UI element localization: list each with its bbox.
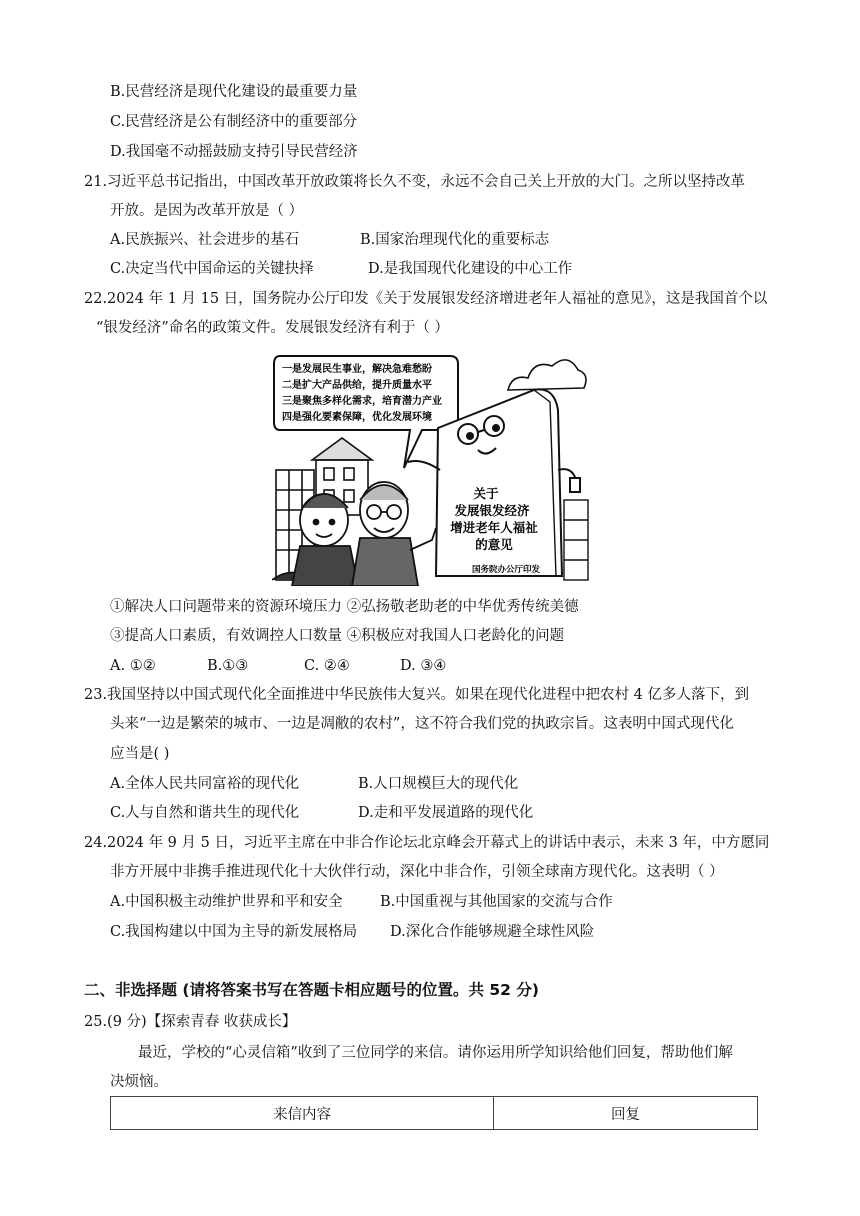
q24-stem-line2: 非方开展中非携手推进现代化十大伙伴行动，深化中非合作，引领全球南方现代化。这表明（ ）: [110, 864, 724, 880]
reply-table: [110, 1096, 758, 1130]
q23-option-c: C.人与自然和谐共生的现代化: [110, 805, 300, 821]
option-d: D.我国毫不动摇鼓励支持引导民营经济: [110, 144, 358, 160]
q22-statements-line2: ③提高人口素质，有效调控人口数量 ④积极应对我国人口老龄化的问题: [110, 628, 565, 644]
doc-title-line-3: 增进老年人福祉: [450, 520, 538, 535]
q22-stem-line1: 22.2024 年 1 月 15 日，国务院办公厅印发《关于发展银发经济增进老年人福祉的意见》，这是我国首个以: [84, 291, 768, 307]
q24-option-d: D.深化合作能够规避全球性风险: [390, 924, 595, 940]
bubble-line-1: 一是发展民生事业，解决急难愁盼: [282, 364, 432, 375]
q25-title: 25.(9 分)【探索青春 收获成长】: [84, 1014, 297, 1030]
q25-body-line2: 决烦恼。: [110, 1074, 168, 1090]
doc-title-line-4: 的意见: [475, 537, 513, 552]
silver-economy-cartoon: [272, 350, 590, 586]
q22-statements-line1: ①解决人口问题带来的资源环境压力 ②弘扬敬老助老的中华优秀传统美德: [110, 599, 579, 615]
q23-stem-line3: 应当是( ): [110, 746, 170, 762]
q22-option-a: A. ①②: [110, 658, 156, 674]
q22-option-b: B.①③: [207, 658, 249, 674]
option-c: C.民营经济是公有制经济中的重要部分: [110, 114, 358, 130]
q23-option-a: A.全体人民共同富裕的现代化: [110, 776, 300, 792]
doc-title-line-2: 发展银发经济: [454, 503, 530, 518]
bubble-line-2: 二是扩大产品供给，提升质量水平: [282, 380, 432, 391]
doc-issuer: 国务院办公厅印发: [471, 565, 541, 575]
q24-stem-line1: 24.2024 年 9 月 5 日，习近平主席在中非合作论坛北京峰会开幕式上的讲话中表示，未来 3 年，中方愿同: [84, 835, 770, 851]
section-heading: 二、非选择题 (请将答案书写在答题卡相应题号的位置。共 52 分): [84, 981, 539, 999]
q21-stem-line2: 开放。是因为改革开放是（ ）: [110, 203, 304, 219]
doc-title-line-1: 关于: [473, 486, 499, 501]
q24-option-a: A.中国积极主动维护世界和平和安全: [110, 894, 343, 910]
q25-body-line1: 最近，学校的“心灵信箱”收到了三位同学的来信。请你运用所学知识给他们回复，帮助他们解: [138, 1045, 733, 1061]
q21-option-c: C.决定当代中国命运的关键抉择: [110, 261, 314, 277]
q23-stem-line1: 23.我国坚持以中国式现代化全面推进中华民族伟大复兴。如果在现代化进程中把农村 4 亿多人落下，到: [84, 687, 749, 703]
q21-option-a: A.民族振兴、社会进步的基石: [110, 232, 300, 248]
option-b: B.民营经济是现代化建设的最重要力量: [110, 84, 358, 100]
q23-stem-line2: 头来“一边是繁荣的城市、一边是凋敝的农村”，这不符合我们党的执政宗旨。这表明中国式现代化: [110, 716, 734, 732]
q23-option-d: D.走和平发展道路的现代化: [358, 805, 534, 821]
speech-bubble: [274, 356, 458, 468]
q24-option-b: B.中国重视与其他国家的交流与合作: [380, 894, 613, 910]
table-header-reply: 回复: [494, 1097, 758, 1130]
q22-option-d: D. ③④: [400, 658, 447, 674]
table-header-letter: 来信内容: [111, 1097, 494, 1130]
bubble-line-3: 三是聚焦多样化需求，培育潜力产业: [282, 396, 442, 407]
q22-option-c: C. ②④: [304, 658, 350, 674]
q21-stem-line1: 21.习近平总书记指出，中国改革开放政策将长久不变，永远不会自己关上开放的大门。之所以坚持改革: [84, 174, 746, 190]
q24-option-c: C.我国构建以中国为主导的新发展格局: [110, 924, 358, 940]
q21-option-d: D.是我国现代化建设的中心工作: [368, 261, 573, 277]
q22-stem-line2: “银发经济”命名的政策文件。发展银发经济有利于（ ）: [96, 320, 449, 336]
q23-option-b: B.人口规模巨大的现代化: [358, 776, 519, 792]
bubble-line-4: 四是强化要素保障，优化发展环境: [282, 412, 432, 423]
q21-option-b: B.国家治理现代化的重要标志: [360, 232, 550, 248]
